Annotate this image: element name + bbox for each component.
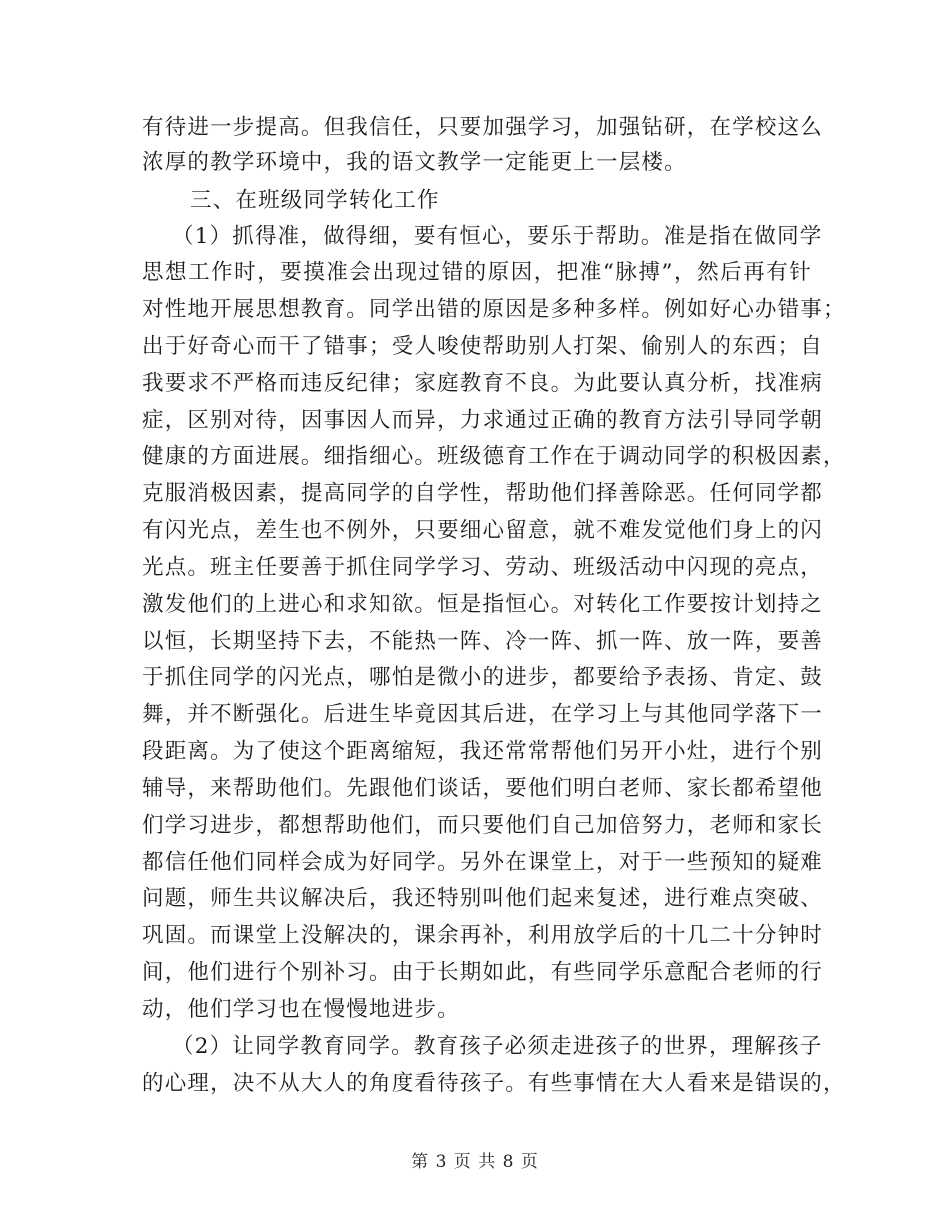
body-line-22: 问题，师生共议解决后，我还特别叫他们起来复述，进行难点突破、 bbox=[142, 886, 824, 911]
body-line-24: 间，他们进行个别补习。由于长期如此，有些同学乐意配合老师的行 bbox=[142, 960, 824, 985]
body-line-9: 症，区别对待，因事因人而异，力求通过正确的教育方法引导同学朝 bbox=[142, 408, 824, 433]
body-line-21: 都信任他们同样会成为好同学。另外在课堂上，对于一些预知的疑难 bbox=[142, 850, 824, 875]
body-line-10: 健康的方面进展。细指细心。班级德育工作在于调动同学的积极因素， bbox=[142, 444, 846, 469]
body-line-15: 以恒，长期坚持下去，不能热一阵、冷一阵、抓一阵、放一阵，要善 bbox=[142, 629, 824, 654]
paragraph-1-first-line: （1）抓得准，做得细，要有恒心，要乐于帮助。准是指在做同学 bbox=[172, 224, 823, 249]
body-line-5: 思想工作时，要摸准会出现过错的原因，把准“脉搏”，然后再有针 bbox=[142, 260, 812, 285]
paragraph-2-first-line: （2）让同学教育同学。教育孩子必须走进孩子的世界，理解孩子 bbox=[172, 1034, 823, 1059]
body-line-14: 激发他们的上进心和求知欲。恒是指恒心。对转化工作要按计划持之 bbox=[142, 592, 824, 617]
body-line-7: 出于好奇心而干了错事；受人唆使帮助别人打架、偷别人的东西；自 bbox=[142, 334, 824, 359]
page-number-footer: 第 3 页 共 8 页 bbox=[411, 1152, 539, 1172]
body-line-27: 的心理，决不从大人的角度看待孩子。有些事情在大人看来是错误的， bbox=[142, 1071, 846, 1096]
body-line-25: 动，他们学习也在慢慢地进步。 bbox=[142, 997, 460, 1022]
body-line-11: 克服消极因素，提高同学的自学性，帮助他们择善除恶。任何同学都 bbox=[142, 481, 824, 506]
body-line-18: 段距离。为了使这个距离缩短，我还常常帮他们另开小灶，进行个别 bbox=[142, 739, 824, 764]
body-line-20: 们学习进步，都想帮助他们，而只要他们自己加倍努力，老师和家长 bbox=[142, 813, 824, 838]
section-heading: 三、在班级同学转化工作 bbox=[190, 188, 440, 213]
body-line-13: 光点。班主任要善于抓住同学学习、劳动、班级活动中闪现的亮点， bbox=[142, 555, 824, 580]
body-line-17: 舞，并不断强化。后进生毕竟因其后进，在学习上与其他同学落下一 bbox=[142, 702, 824, 727]
body-line-19: 辅导，来帮助他们。先跟他们谈话，要他们明白老师、家长都希望他 bbox=[142, 776, 824, 801]
body-line-8: 我要求不严格而违反纪律；家庭教育不良。为此要认真分析，找准病 bbox=[142, 371, 824, 396]
body-line-6: 对性地开展思想教育。同学出错的原因是多种多样。例如好心办错事； bbox=[142, 297, 846, 322]
body-line-16: 于抓住同学的闪光点，哪怕是微小的进步，都要给予表扬、肯定、鼓 bbox=[142, 665, 824, 690]
body-line-2: 浓厚的教学环境中，我的语文教学一定能更上一层楼。 bbox=[142, 150, 687, 175]
body-line-23: 巩固。而课堂上没解决的，课余再补，利用放学后的十几二十分钟时 bbox=[142, 923, 824, 948]
body-line-1: 有待进一步提高。但我信任，只要加强学习，加强钻研，在学校这么 bbox=[142, 115, 824, 140]
body-line-12: 有闪光点，差生也不例外，只要细心留意，就不难发觉他们身上的闪 bbox=[142, 518, 824, 543]
